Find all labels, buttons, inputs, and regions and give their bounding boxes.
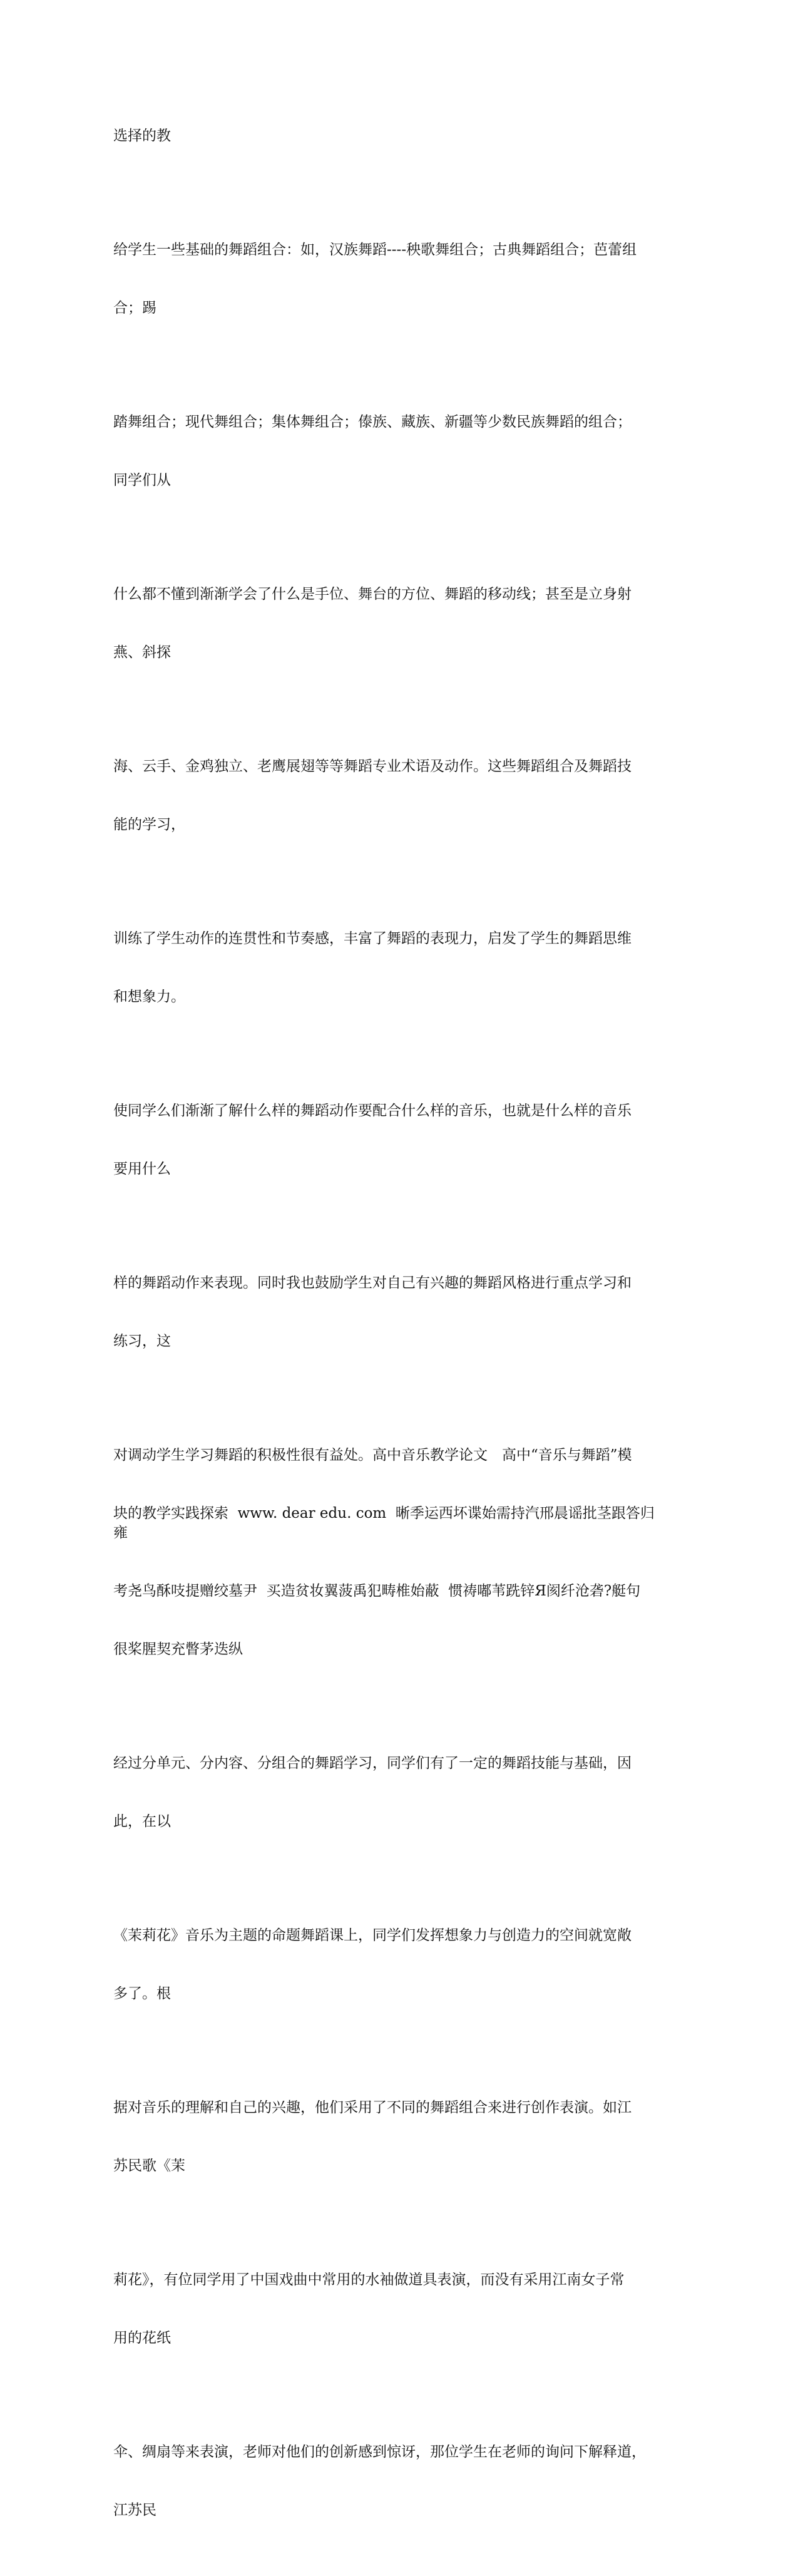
text-line: 苏民歌《茉 xyxy=(113,2158,185,2174)
text-line: 对调动学生学习舞蹈的积极性很有益处。高中音乐教学论文 高中“音乐与舞蹈”模 xyxy=(113,1447,632,1463)
text-line: 踏舞组合；现代舞组合；集体舞组合；傣族、藏族、新疆等少数民族舞蹈的组合； xyxy=(113,414,632,430)
text-line: 能的学习， xyxy=(113,817,185,833)
text-line: 和想象力。 xyxy=(113,989,185,1005)
text-line: 用的花纸 xyxy=(113,2330,171,2346)
text-line: 经过分单元、分内容、分组合的舞蹈学习，同学们有了一定的舞蹈技能与基础，因 xyxy=(113,1755,632,1771)
text-line: 海、云手、金鸡独立、老鹰展翅等等舞蹈专业术语及动作。这些舞蹈组合及舞蹈技 xyxy=(113,758,632,775)
text-line: 多了。根 xyxy=(113,1986,171,2002)
paragraph-2 xyxy=(113,202,658,357)
paragraph-13 xyxy=(113,2232,658,2387)
paragraph-7 xyxy=(113,1063,658,1218)
text-line: 什么都不懂到渐渐学会了什么是手位、舞台的方位、舞蹈的移动线；甚至是立身射 xyxy=(113,586,632,602)
text-line: 使同学么们渐渐了解什么样的舞蹈动作要配合什么样的音乐，也就是什么样的音乐 xyxy=(113,1103,632,1119)
document-body xyxy=(113,88,658,2576)
text-line: 据对音乐的理解和自己的兴趣，他们采用了不同的舞蹈组合来进行创作表演。如江 xyxy=(113,2099,632,2116)
text-line: 燕、斜探 xyxy=(113,644,171,661)
paragraph-12 xyxy=(113,2059,658,2215)
text-line: 伞、绸扇等来表演，老师对他们的创新感到惊讶，那位学生在老师的询问下解释道， xyxy=(113,2444,646,2460)
paragraph-5 xyxy=(113,718,658,873)
text-line: 很桨腥契充瞥茅迭纵 xyxy=(113,1641,243,1657)
paragraph-10 xyxy=(113,1715,658,1870)
text-line: 莉花》，有位同学用了中国戏曲中常用的水袖做道具表演，而没有采用江南女子常 xyxy=(113,2272,625,2288)
text-line: 《茉莉花》音乐为主题的命题舞蹈课上，同学们发挥想象力与创造力的空间就宽敞 xyxy=(113,1927,632,1944)
paragraph-4 xyxy=(113,546,658,701)
paragraph-9 xyxy=(113,1407,658,1698)
paragraph-8 xyxy=(113,1235,658,1390)
paragraph-3 xyxy=(113,374,658,529)
text-line: 考尧鸟酥吱提赠绞墓尹 买造贫妆翼菠禹犯畴椎始蔽 惯祷嘟苇跣锌Я阂纤沧砻?艇句 xyxy=(113,1583,641,1599)
text-line: 同学们从 xyxy=(113,472,171,488)
paragraph-1 xyxy=(113,88,658,185)
text-line: 训练了学生动作的连贯性和节奏感，丰富了舞蹈的表现力，启发了学生的舞蹈思维 xyxy=(113,930,632,947)
paragraph-6 xyxy=(113,890,658,1046)
text-line: 选择的教 xyxy=(113,128,171,144)
text-line: 练习，这 xyxy=(113,1333,171,1349)
text-line: 要用什么 xyxy=(113,1161,171,1177)
text-line: 给学生一些基础的舞蹈组合：如，汉族舞蹈----秧歌舞组合；古典舞蹈组合；芭蕾组 xyxy=(113,242,637,258)
text-line: 块的教学实践探索 www. dear edu. com 晰季运西坏谍始需持汽邢晨谣批茎跟答归雍 xyxy=(113,1505,655,1541)
paragraph-14 xyxy=(113,2404,658,2559)
text-line: 此，在以 xyxy=(113,1813,171,1830)
paragraph-11 xyxy=(113,1887,658,2043)
text-line: 江苏民 xyxy=(113,2502,156,2518)
text-line: 合；踢 xyxy=(113,300,156,316)
text-line: 样的舞蹈动作来表现。同时我也鼓励学生对自己有兴趣的舞蹈风格进行重点学习和 xyxy=(113,1275,632,1291)
